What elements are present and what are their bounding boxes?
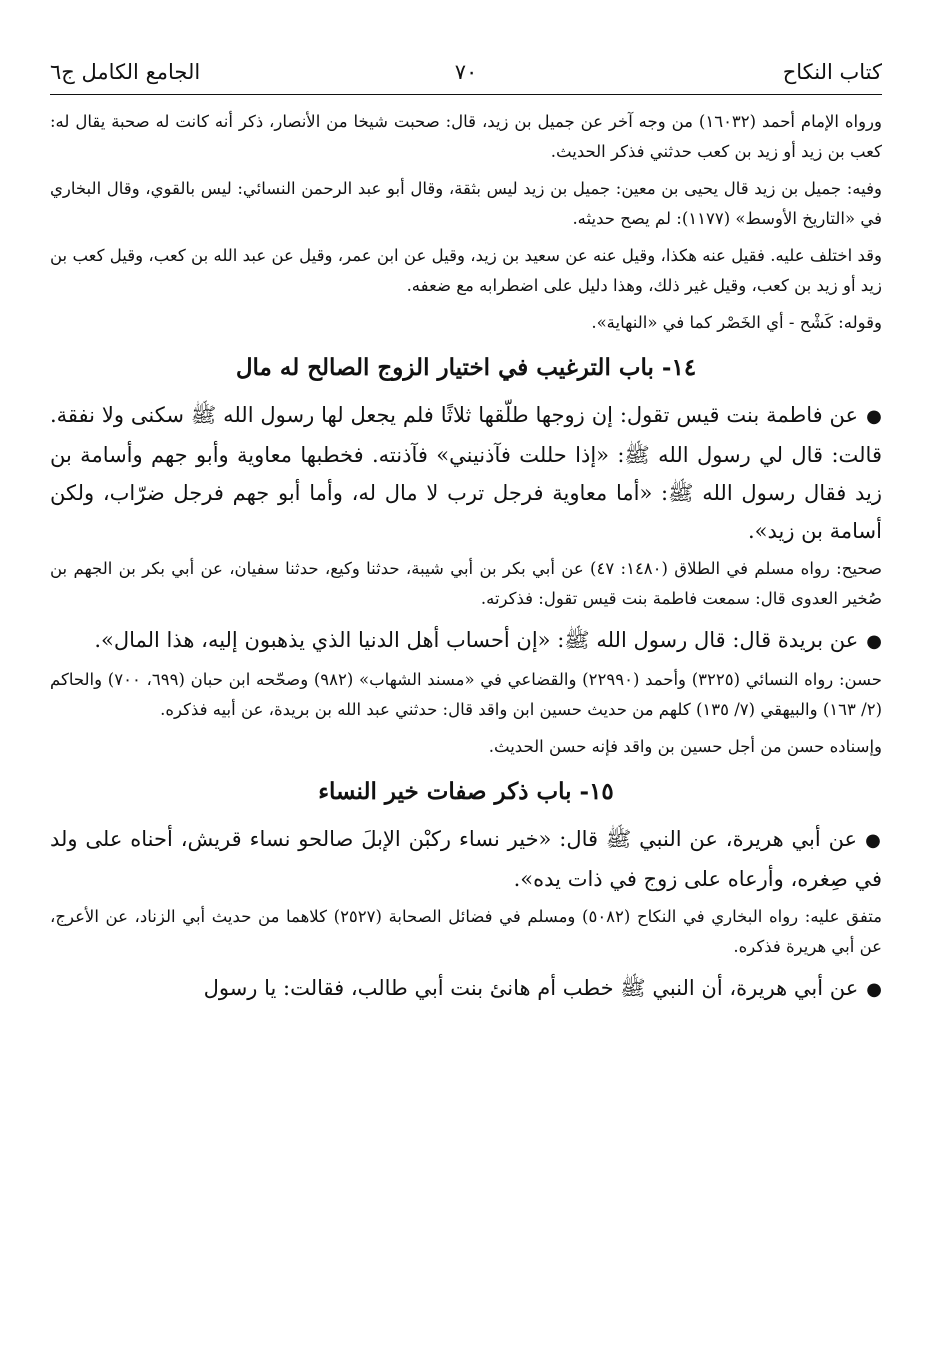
hadith-text: عن فاطمة بنت قيس تقول: إن زوجها طلّقها ثلاثًا فلم يجعل لها رسول الله ﷺ سكنى ولا نفقة. قالت: قال لي رسول الله ﷺ: «إذا حللت فآذنيني» فآذنته. فخطبها معاوية وأبو جهم وأسامة بن زيد فقال رسول الله ﷺ: «أما معاوية فرجل ترب لا مال له، وأما أبو جهم فرجل ضرّاب، ولكن أسامة بن زيد». <box>50 403 882 543</box>
bullet-icon: ● <box>866 631 882 652</box>
footnote-paragraph: وقد اختلف عليه. فقيل عنه هكذا، وقيل عنه عن سعيد بن زيد، وقيل عن ابن عمر، وقيل عن عبد الله بن كعب، وقيل كعب بن زيد أو زيد بن كعب، وقيل غير ذلك، وهذا دليل على اضطرابه مع ضعفه. <box>50 246 882 295</box>
hadith-paragraph <box>50 621 882 661</box>
footnote-paragraph: وإسناده حسن من أجل حسين بن واقد فإنه حسن الحديث. <box>488 737 882 756</box>
footnote-paragraph: حسن: رواه النسائي (٣٢٢٥) وأحمد (٢٢٩٩٠) والقضاعي في «مسند الشهاب» (٩٨٢) وصحّحه ابن حبان (٦٩٩، ٧٠٠) والحاكم (٢/ ١٦٣) والبيهقي (٧/ ١٣٥) كلهم من حديث حسين ابن واقد قال: حدثني عبد الله بن بريدة، عن أبيه فذكره. <box>50 670 883 719</box>
footnote-paragraph: صحيح: رواه مسلم في الطلاق (١٤٨٠: ٤٧) عن أبي بكر بن أبي شيبة، حدثنا وكيع، حدثنا سفيان، عن أبي بكر بن الجهم بن صُخير العدوى قال: سمعت فاطمة بنت قيس تقول: فذكرته. <box>50 559 883 608</box>
bullet-icon: ● <box>866 979 882 1000</box>
header-book-section: كتاب النكاح <box>782 60 882 84</box>
footnote-paragraph: وفيه: جميل بن زيد قال يحيى بن معين: جميل بن زيد ليس بثقة، وقال أبو عبد الرحمن النسائي: ليس بالقوي، وقال البخاري في «التاريخ الأوسط» (١١٧٧): لم يصح حديثه. <box>50 179 882 228</box>
chapter-heading: ١٥- باب ذكر صفات خير النساء <box>318 778 614 805</box>
bullet-icon: ● <box>865 830 882 851</box>
book-page <box>50 54 882 1013</box>
hadith-text: عن أبي هريرة، عن النبي ﷺ قال: «خير نساء ركبْن الإبلَ صالحو نساء قريش، أحناه على ولد في صِغره، وأرعاه على زوج في ذات يده». <box>50 827 882 891</box>
page-content <box>50 95 882 1009</box>
header-page-number: ٧٠ <box>454 60 478 84</box>
header-book-title: الجامع الكامل ج٦ <box>50 60 201 84</box>
chapter-heading: ١٤- باب الترغيب في اختيار الزوج الصالح له مال <box>235 354 697 381</box>
footnote-paragraph: ورواه الإمام أحمد (١٦٠٣٢) من وجه آخر عن جميل بن زيد، قال: صحبت شيخا من الأنصار، ذكر أنه كانت له صحبة يقال له: كعب بن زيد أو زيد بن كعب حدثني فذكر الحديث. <box>50 112 882 161</box>
page-header <box>50 54 882 95</box>
hadith-paragraph <box>50 969 882 1009</box>
hadith-paragraph <box>50 820 882 898</box>
hadith-text: عن بريدة قال: قال رسول الله ﷺ: «إن أحساب أهل الدنيا الذي يذهبون إليه، هذا المال». <box>94 628 859 652</box>
hadith-text: عن أبي هريرة، أن النبي ﷺ خطب أم هانئ بنت أبي طالب، فقالت: يا رسول <box>203 976 859 1000</box>
footnote-paragraph: متفق عليه: رواه البخاري في النكاح (٥٠٨٢) ومسلم في فضائل الصحابة (٢٥٢٧) كلاهما من حديث أبي الزناد، عن الأعرج، عن أبي هريرة فذكره. <box>50 907 883 956</box>
hadith-paragraph <box>50 396 882 550</box>
footnote-paragraph: وقوله: كَشْح - أي الخَصْر كما في «النهاية». <box>591 313 882 332</box>
bullet-icon: ● <box>866 406 882 427</box>
